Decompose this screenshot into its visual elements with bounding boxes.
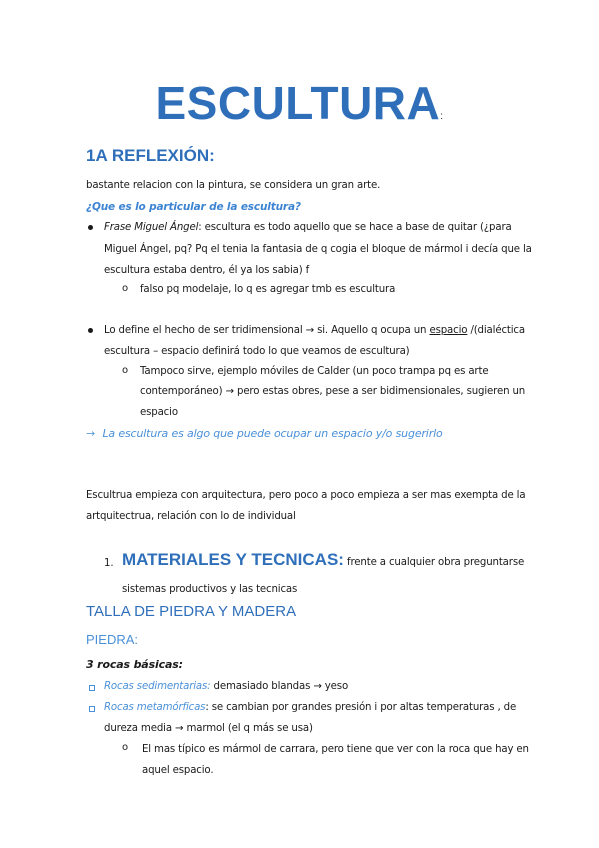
roca1-text: demasiado blandas → yeso — [210, 681, 349, 692]
list-number: 1. — [104, 558, 114, 569]
sub-bullet-icon: o — [122, 365, 129, 376]
bullet2-line1 — [104, 321, 525, 341]
bullet1-sub1: falso pq modelaje, lo q es agregar tmb es escultura — [140, 284, 396, 295]
sub-bullet-icon: o — [122, 283, 129, 294]
roca2-line2: dureza media → marmol (el q más se usa) — [104, 723, 313, 734]
materiales-heading-text: MATERIALES Y TECNICAS: — [122, 550, 344, 569]
bullet1-line3: escultura estaba dentro, él ya los sabia) f — [104, 265, 310, 276]
title-suffix: : — [440, 111, 444, 122]
subheading-piedra: PIEDRA: — [86, 632, 139, 647]
bullet2-line2: escultura – espacio definirá todo lo que veamos de escultura) — [104, 346, 410, 357]
materiales-after-text: frente a cualquier obra preguntarse — [343, 557, 525, 568]
bullet1-italic: Frase Miguel Ángel — [104, 222, 199, 233]
roca2-text: : se cambian por grandes presión i por altas temperaturas , de — [205, 702, 517, 713]
bullet2-line1b: /(dialéctica — [467, 325, 525, 336]
paragraph-line1: Escultrua empieza con arquitectura, pero poco a poco empieza a ser mas exempta de la — [86, 490, 526, 501]
roca2-sub-line2: aquel espacio. — [142, 765, 214, 776]
square-bullet-icon — [89, 685, 95, 691]
bullet-dot — [88, 328, 93, 333]
intro-text: bastante relacion con la pintura, se considera un gran arte. — [86, 180, 381, 191]
roca1-line — [104, 677, 348, 697]
bullet2-underlined-word: espacio — [429, 325, 468, 336]
bullet1-line1 — [104, 218, 512, 238]
rocas-title: 3 rocas básicas: — [86, 658, 183, 671]
title-text: ESCULTURA — [155, 77, 441, 129]
roca2-line1 — [104, 698, 516, 718]
roca1-label: Rocas sedimentarias: — [104, 681, 211, 692]
sub-bullet-icon: o — [122, 742, 129, 753]
arrow-right-icon: → — [86, 427, 96, 440]
paragraph-line2: artquitectrua, relación con lo de individual — [86, 511, 296, 522]
section-heading-reflexion: 1A REFLEXIÓN: — [86, 146, 215, 165]
section-heading-materiales — [122, 550, 524, 573]
roca2-sub-line1: El mas típico es mármol de carrara, pero tiene que ver con la roca que hay en — [142, 744, 529, 755]
bullet1-line1-text: : escultura es todo aquello que se hace a base de quitar (¿para — [198, 222, 512, 233]
bullet-dot — [88, 225, 93, 230]
bullet2-line1a: Lo define el hecho de ser tridimensional → si. Aquello q ocupa un — [104, 325, 430, 336]
question-heading: ¿Que es lo particular de la escultura? — [86, 201, 301, 213]
bullet1-line2: Miguel Ángel, pq? Pq el tenia la fantasia de q cogia el bloque de mármol i decía que la — [104, 244, 532, 255]
conclusion-text: La escultura es algo que puede ocupar un espacio y/o sugerirlo — [102, 427, 443, 440]
bullet2-sub1-line2: contemporáneo) → pero estas obres, pese a ser bidimensionales, sugieren un — [140, 386, 526, 397]
subheading-talla: TALLA DE PIEDRA Y MADERA — [86, 603, 297, 620]
bullet2-sub1-line1: Tampoco sirve, ejemplo móviles de Calder (un poco trampa pq es arte — [140, 366, 489, 377]
roca2-label: Rocas metamórficas — [104, 702, 206, 713]
bullet2-sub1-line3: espacio — [140, 407, 178, 418]
document-title — [0, 76, 599, 130]
conclusion-line — [86, 424, 443, 444]
materiales-line2: sistemas productivos y las tecnicas — [122, 584, 298, 595]
square-bullet-icon — [89, 706, 95, 712]
